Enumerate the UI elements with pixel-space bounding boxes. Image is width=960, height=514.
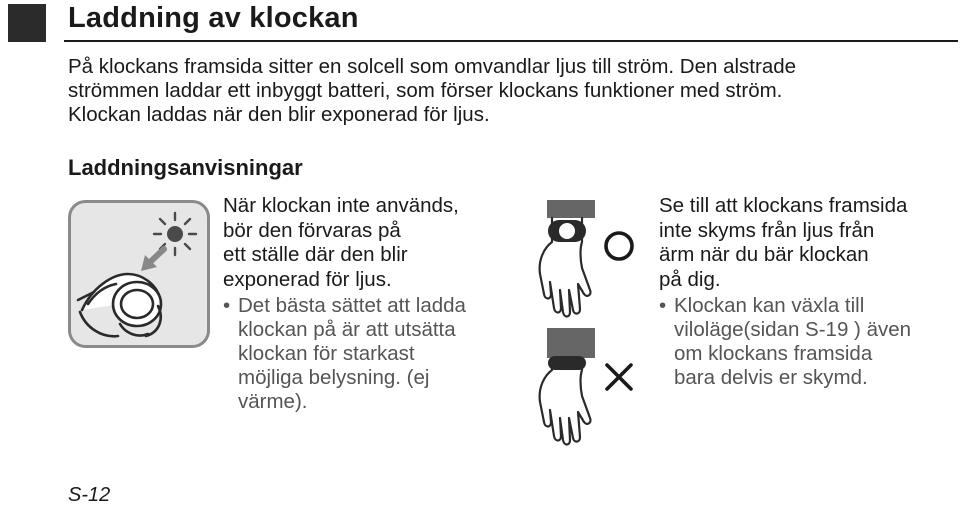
column2-line: Se till att klockans framsida — [659, 194, 908, 217]
column1-bullet-line: • Det bästa sättet att ladda — [238, 294, 466, 318]
column2-line: på dig. — [659, 267, 721, 291]
sleeve-icon — [547, 200, 595, 218]
column2-text — [659, 194, 911, 390]
watch-icon — [548, 220, 586, 242]
watch-icon — [548, 356, 586, 370]
column2-bullet-line: • Klockan kan växla till — [674, 294, 911, 318]
column1-bullet-line: klockan för starkast — [238, 342, 415, 365]
column1-line: bör den förvaras på — [223, 218, 401, 242]
intro-line: Klockan laddas när den blir exponerad för ljus. — [68, 103, 490, 126]
hand-icon — [540, 358, 591, 445]
title-rule — [64, 40, 958, 42]
column2-line: ärm när du bär klockan — [659, 243, 869, 266]
intro-line: På klockans framsida sitter en solcell som omvandlar ljus till ström. Den alstrade — [68, 55, 797, 78]
column2-line: inte skyms från ljus från — [659, 218, 875, 242]
section-marker — [8, 4, 46, 42]
section-heading: Laddningsanvisningar — [68, 155, 303, 180]
column1-bullet-line: klockan på är att utsätta — [238, 318, 456, 341]
column2-bullet — [659, 294, 911, 390]
intro-line: strömmen laddar ett inbyggt batteri, som förser klockans funktioner med ström. — [68, 79, 783, 102]
column1-text — [223, 194, 466, 414]
column2-bullet-line: bara delvis er skymd. — [674, 366, 868, 389]
wrong-wear-figure — [530, 326, 642, 446]
column1-bullet-line: möjliga belysning. (ej — [238, 366, 430, 389]
column1-line: ett ställe där den blir — [223, 243, 408, 266]
correct-wear-figure — [530, 198, 642, 320]
column2-bullet-line: om klockans framsida — [674, 342, 873, 365]
column1-bullet-line: värme). — [238, 390, 308, 413]
page-number: S-12 — [68, 484, 111, 506]
circle-mark-icon — [606, 233, 632, 259]
page-title: Laddning av klockan — [68, 2, 359, 34]
column1-line: exponerad för ljus. — [223, 267, 392, 291]
column2-bullet-line: viloläge(sidan S-19 ) även — [674, 318, 912, 341]
sleeve-icon — [547, 328, 595, 358]
sunlight-watch-illustration — [68, 200, 210, 348]
intro-paragraph — [68, 55, 796, 127]
cross-mark-icon — [607, 365, 631, 389]
column1-bullet — [223, 294, 466, 414]
column1-line: När klockan inte används, — [223, 194, 459, 217]
